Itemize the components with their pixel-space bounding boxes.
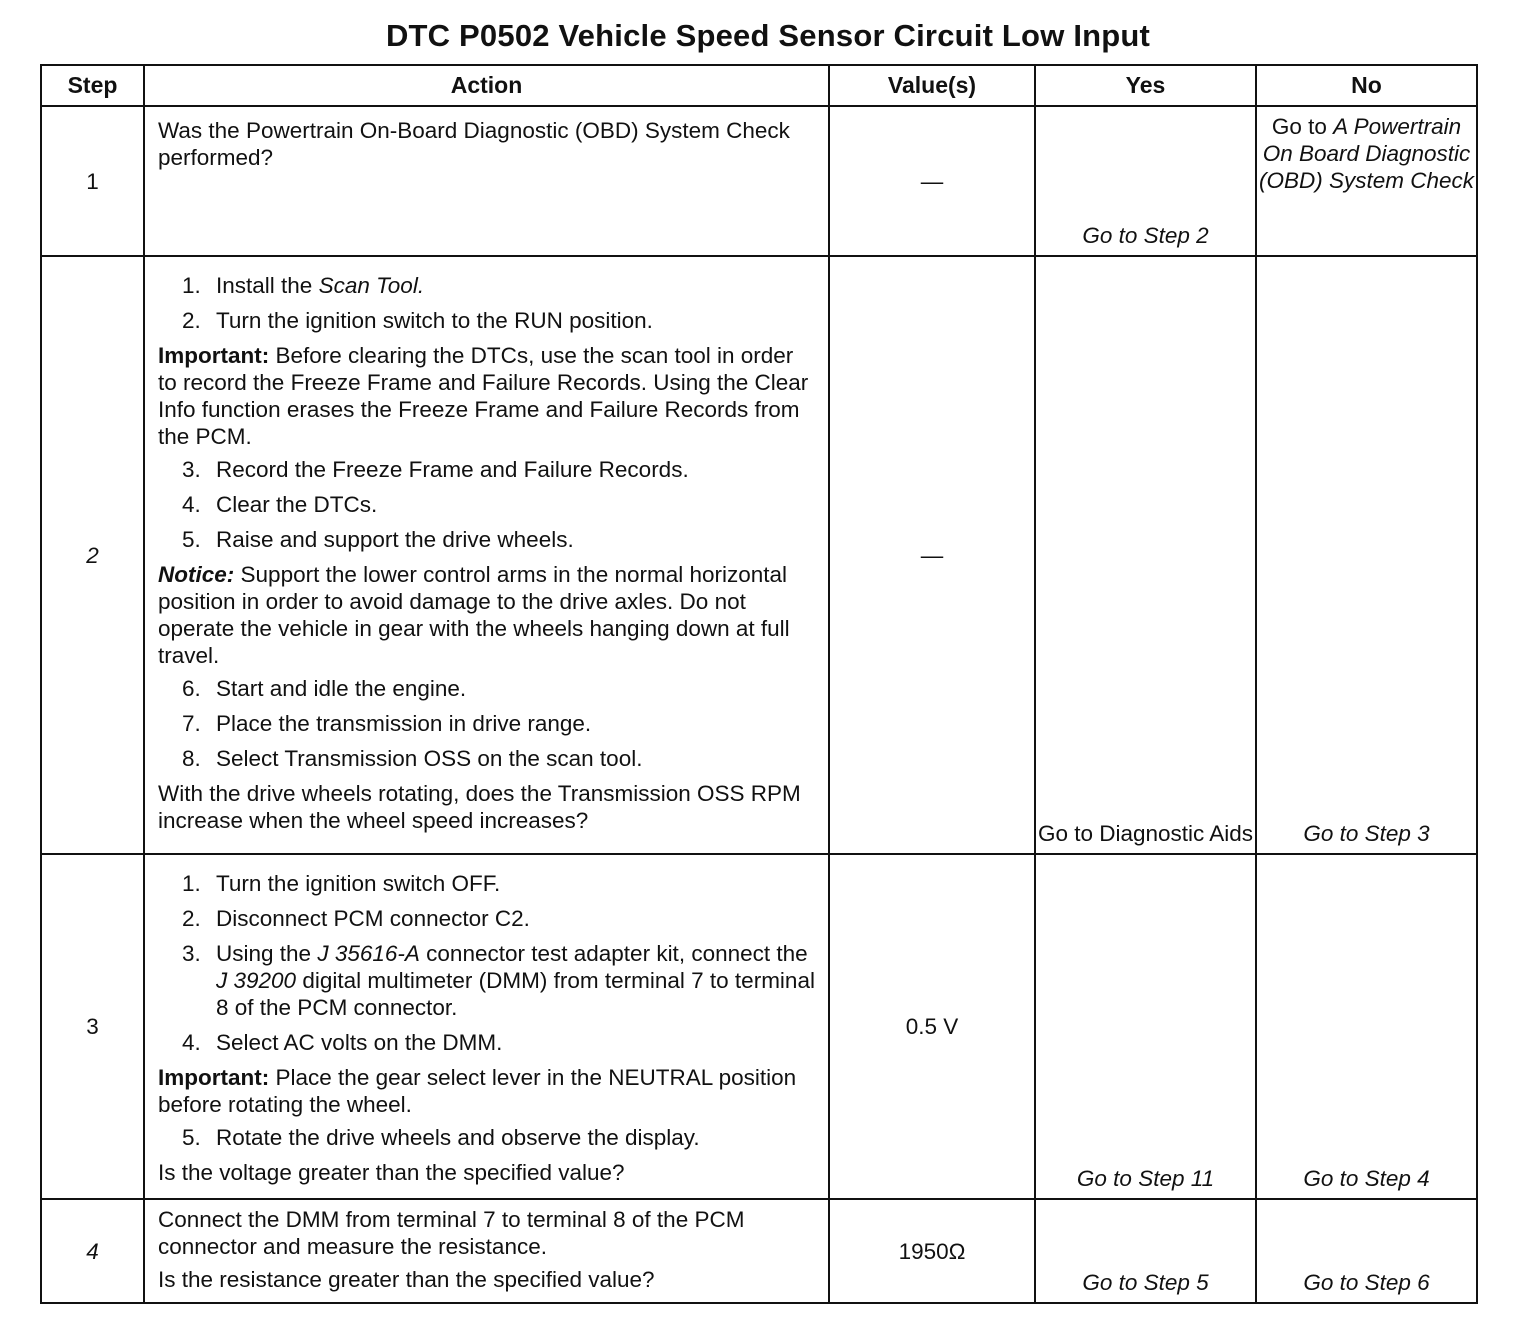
action-cell (144, 106, 829, 256)
yes-text: Go to Diagnostic Aids (1037, 821, 1254, 846)
no-link[interactable] (1256, 106, 1477, 256)
yes-text: Go to Step 2 (1082, 223, 1209, 248)
header-no: No (1256, 65, 1477, 106)
item-number: 5. (182, 1125, 201, 1150)
question-text: Is the voltage greater than the specified value? (158, 1160, 625, 1185)
list-item (182, 710, 816, 737)
list-item (182, 307, 816, 334)
list-item (182, 272, 816, 299)
step-number: 2 (41, 256, 144, 854)
table-row (41, 106, 1477, 256)
item-number: 3. (182, 457, 201, 482)
item-number: 6. (182, 676, 201, 701)
table-row (41, 256, 1477, 854)
diagnostic-table (40, 64, 1478, 1304)
item-number: 2. (182, 906, 201, 931)
item-text: Record the Freeze Frame and Failure Records. (216, 457, 689, 482)
item-text: Rotate the drive wheels and observe the display. (216, 1125, 700, 1150)
no-text: A Powertrain On Board Diagnostic (OBD) System Check (1258, 114, 1475, 193)
value-cell: 0.5 V (829, 854, 1035, 1199)
list-item (182, 745, 816, 772)
item-text: Place the transmission in drive range. (216, 711, 592, 736)
no-link[interactable] (1256, 854, 1477, 1199)
no-text: Go to Step 3 (1303, 821, 1430, 846)
header-yes: Yes (1035, 65, 1256, 106)
list-item (182, 940, 816, 1021)
item-number: 3. (182, 941, 201, 966)
item-number: 1. (182, 273, 201, 298)
header-step: Step (41, 65, 144, 106)
item-text: Clear the DTCs. (216, 492, 378, 517)
item-text: Start and idle the engine. (216, 676, 467, 701)
yes-link[interactable] (1035, 256, 1256, 854)
step-number: 1 (41, 106, 144, 256)
item-text: Turn the ignition switch OFF. (216, 871, 501, 896)
value-cell: — (829, 106, 1035, 256)
no-link[interactable] (1256, 1199, 1477, 1303)
question-text: Is the resistance greater than the specified value? (158, 1267, 655, 1292)
yes-text: Go to Step 5 (1082, 1270, 1209, 1295)
header-row (41, 65, 1477, 106)
action-cell (144, 256, 829, 854)
list-item (182, 456, 816, 483)
action-text: Connect the DMM from terminal 7 to terminal 8 of the PCM connector and measure the resistance. (158, 1207, 745, 1259)
list-item (182, 491, 816, 518)
important-note: Important: Place the gear select lever in the NEUTRAL position before rotating the wheel. (158, 1065, 797, 1117)
table-row (41, 854, 1477, 1199)
question-text: With the drive wheels rotating, does the Transmission OSS RPM increase when the wheel speed increases? (158, 781, 801, 833)
list-item (182, 870, 816, 897)
header-action: Action (144, 65, 829, 106)
table-row (41, 1199, 1477, 1303)
important-note: Important: Before clearing the DTCs, use the scan tool in order to record the Freeze Frame and Failure Records. Using the Clear Info function erases the Freeze Frame and Failure Records from the PCM. (158, 343, 809, 449)
item-number: 5. (182, 527, 201, 552)
page-title: DTC P0502 Vehicle Speed Sensor Circuit Low Input (385, 18, 1151, 53)
yes-link[interactable] (1035, 106, 1256, 256)
item-number: 7. (182, 711, 201, 736)
value-cell: 1950Ω (829, 1199, 1035, 1303)
yes-link[interactable] (1035, 854, 1256, 1199)
action-text: Was the Powertrain On-Board Diagnostic (OBD) System Check performed? (158, 118, 790, 170)
item-number: 4. (182, 1030, 201, 1055)
yes-link[interactable] (1035, 1199, 1256, 1303)
no-text: Go to Step 6 (1303, 1270, 1430, 1295)
list-item (182, 1124, 816, 1151)
item-number: 8. (182, 746, 201, 771)
item-number: 2. (182, 308, 201, 333)
item-text: Install the Scan Tool. (216, 273, 425, 298)
value-cell: — (829, 256, 1035, 854)
no-text: Go to Step 4 (1303, 1166, 1430, 1191)
action-cell (144, 854, 829, 1199)
step-number: 3 (41, 854, 144, 1199)
yes-text: Go to Step 11 (1076, 1166, 1215, 1191)
item-text: Using the J 35616-A connector test adapter kit, connect the J 39200 digital multimeter (DMM) from terminal 7 to terminal 8 of the PCM connector. (216, 941, 815, 1020)
item-text: Raise and support the drive wheels. (216, 527, 574, 552)
list-item (182, 526, 816, 553)
item-number: 1. (182, 871, 201, 896)
step-number: 4 (41, 1199, 144, 1303)
header-values: Value(s) (829, 65, 1035, 106)
notice-note: Notice: Support the lower control arms in the normal horizontal position in order to avoid damage to the drive axles. Do not operate the vehicle in gear with the wheels hanging down at full travel. (158, 562, 790, 668)
item-text: Turn the ignition switch to the RUN position. (216, 308, 653, 333)
item-text: Select AC volts on the DMM. (216, 1030, 503, 1055)
action-cell (144, 1199, 829, 1303)
no-link[interactable] (1256, 256, 1477, 854)
list-item (182, 1029, 816, 1056)
item-text: Select Transmission OSS on the scan tool. (216, 746, 643, 771)
item-number: 4. (182, 492, 201, 517)
list-item (182, 905, 816, 932)
list-item (182, 675, 816, 702)
item-text: Disconnect PCM connector C2. (216, 906, 530, 931)
no-prefix: Go to (1271, 114, 1327, 139)
